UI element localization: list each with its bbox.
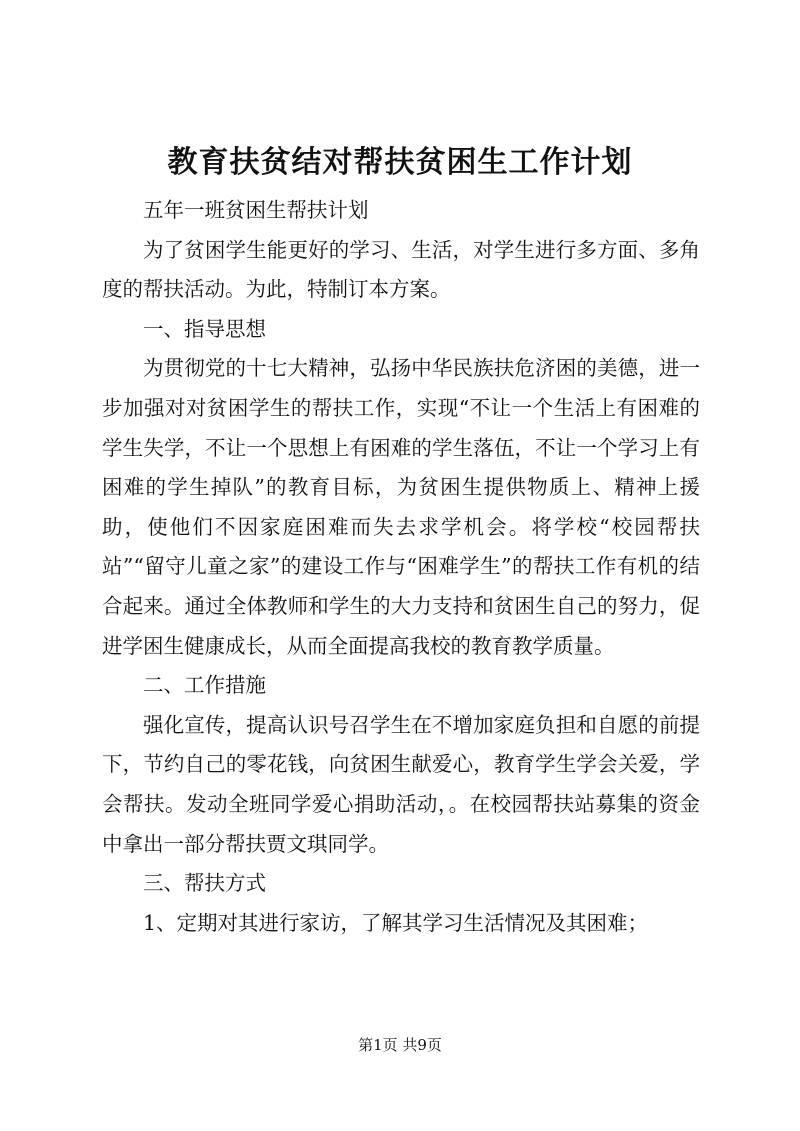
paragraph-guiding-ideology: 为贯彻党的十七大精神，弘扬中华民族扶危济困的美德，进一步加强对对贫困学生的帮扶工作，实现“不让一个生活上有困难的学生失学，不让一个思想上有困难的学生落伍，不让一个学习上有困难的学生掉队”的教育目标，为贫困生提供物质上、精神上援助，使他们不因家庭困难而失去求学机会。将学校“校园帮扶站”“留守儿童之家”的建设工作与“困难学生”的帮扶工作有机的结合起来。通过全体教师和学生的大力支持和贫困生自己的努力，促进学困生健康成长，从而全面提高我校的教育教学质量。	[102, 356, 700, 658]
paragraph-intro: 为了贫困学生能更好的学习、生活，对学生进行多方面、多角度的帮扶活动。为此，特制订本方案。	[102, 237, 700, 302]
document-title: 教育扶贫结对帮扶贫困生工作计划	[167, 145, 633, 180]
section-heading-guiding-ideology: 一、指导思想	[143, 316, 266, 341]
section-heading-work-measures: 二、工作措施	[143, 673, 266, 698]
paragraph-method-1: 1、定期对其进行家访，了解其学习生活情况及其困难；	[143, 910, 649, 935]
document-body	[102, 191, 700, 943]
paragraph-work-measures: 强化宣传，提高认识号召学生在不增加家庭负担和自愿的前提下，节约自己的零花钱，向贫困生献爱心，教育学生学会关爱，学会帮扶。发动全班同学爱心捐助活动，。在校园帮扶站募集的资金中拿出一部分帮扶贾文琪同学。	[102, 712, 700, 856]
section-heading-assistance-methods: 三、帮扶方式	[143, 871, 266, 896]
page-number-footer: 第1页 共9页	[358, 1036, 442, 1054]
paragraph-class-plan: 五年一班贫困生帮扶计划	[143, 198, 369, 222]
